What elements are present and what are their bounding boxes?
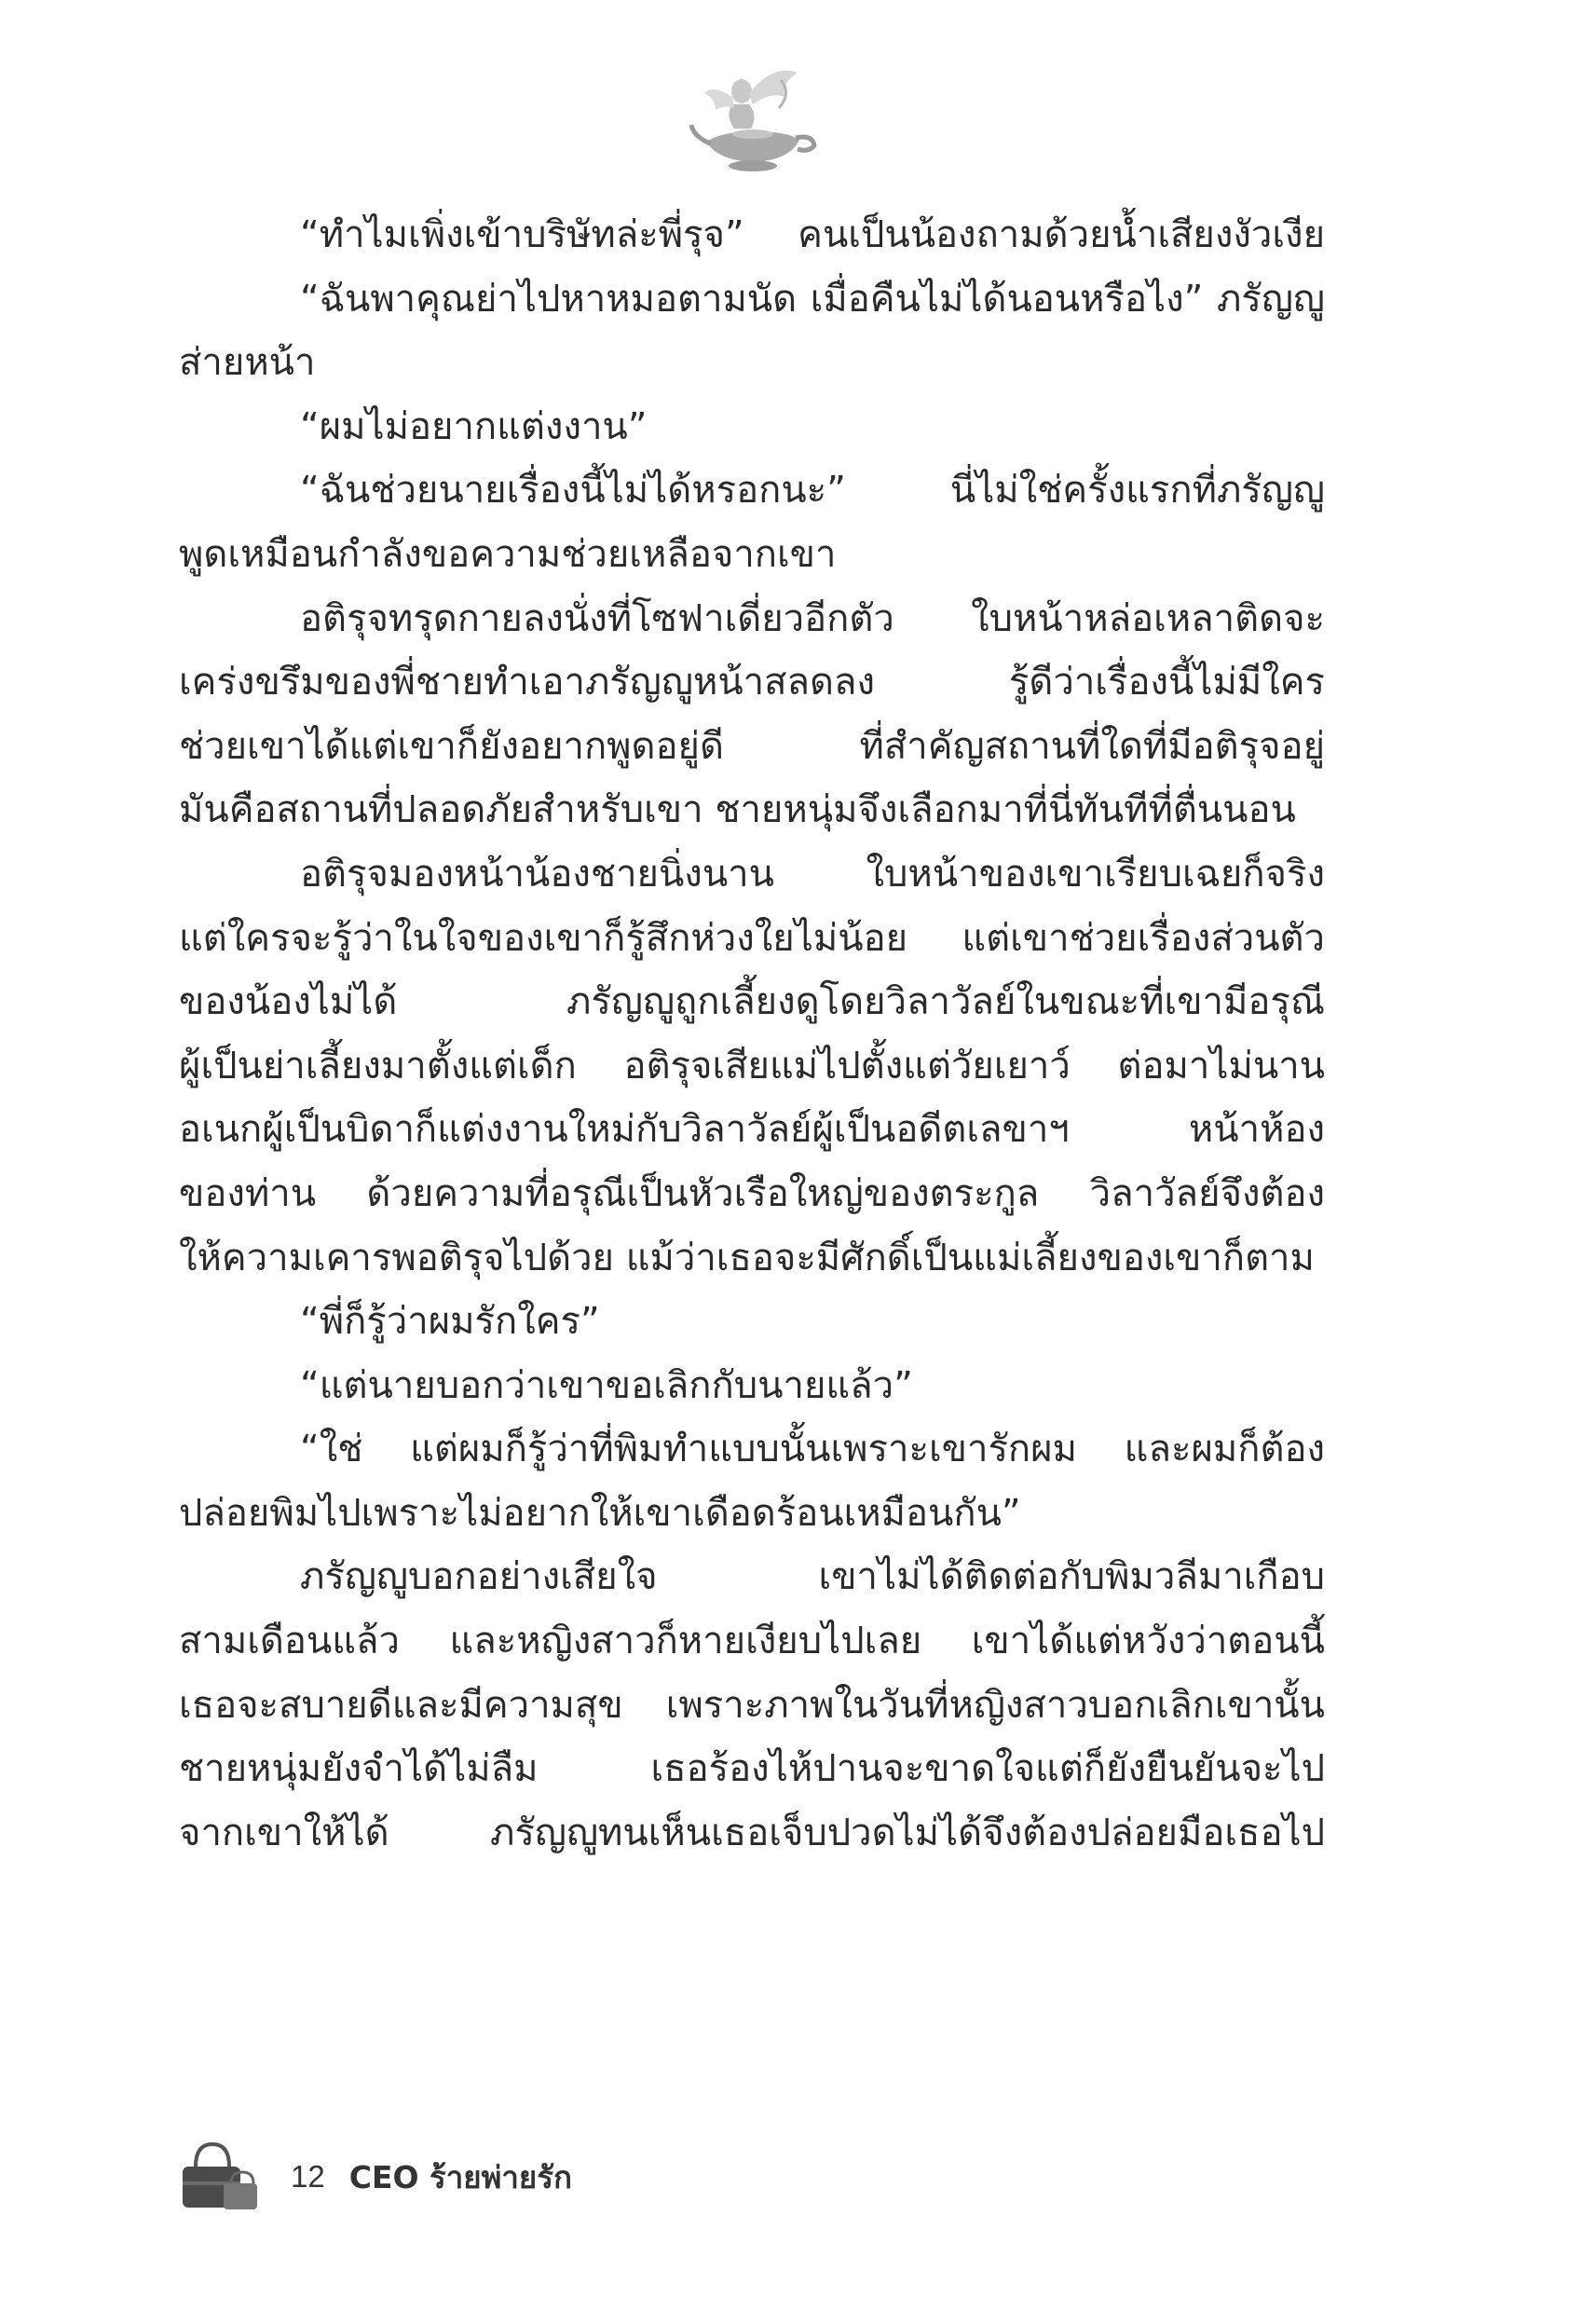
text-line: เธอจะสบายดีและมีความสุข เพราะภาพในวันที่หญิงสาวบอกเลิกเขานั้น: [179, 1683, 1325, 1727]
text-line: ของท่าน ด้วยความที่อรุณีเป็นหัวเรือใหญ่ของตระกูล วิลาวัลย์จึงต้อง: [179, 1171, 1325, 1215]
text-line: มันคือสถานที่ปลอดภัยสำหรับเขา ชายหนุ่มจึงเลือกมาที่นี่ทันทีที่ตื่นนอน: [179, 788, 1296, 832]
cupid-teapot-ornament-icon: [688, 56, 818, 186]
text-line: จากเขาให้ได้ ภรัญญูทนเห็นเธอเจ็บปวดไม่ได้จึงต้องปล่อยมือเธอไป: [179, 1811, 1325, 1854]
text-line: “พี่ก็รู้ว่าผมรักใคร”: [300, 1300, 600, 1344]
text-line: แต่ใครจะรู้ว่าในใจของเขาก็รู้สึกห่วงใยไม่น้อย แต่เขาช่วยเรื่องส่วนตัว: [179, 916, 1325, 960]
text-line: “ผมไม่อยากแต่งงาน”: [300, 404, 648, 448]
text-line: ให้ความเคารพอติรุจไปด้วย แม้ว่าเธอจะมีศักดิ์เป็นแม่เลี้ยงของเขาก็ตาม: [179, 1236, 1315, 1279]
text-line: ปล่อยพิมไปเพราะไม่อยากให้เขาเดือดร้อนเหมือนกัน”: [179, 1491, 1021, 1535]
body-text: [179, 203, 1325, 1865]
text-line: ชายหนุ่มยังจำได้ไม่ลืม เธอร้องไห้ปานจะขาดใจแต่ก็ยังยืนยันจะไป: [179, 1747, 1325, 1791]
handbag-icon: [179, 2140, 259, 2213]
text-line: ภรัญญูบอกอย่างเสียใจ เขาไม่ได้ติดต่อกับพิมวลีมาเกือบ: [300, 1555, 1325, 1599]
text-line: “ฉันช่วยนายเรื่องนี้ไม่ได้หรอกนะ” นี่ไม่ใช่ครั้งแรกที่ภรัญญู: [300, 469, 1325, 513]
page-footer: [179, 2149, 572, 2205]
text-line: ของน้องไม่ได้ ภรัญญูถูกเลี้ยงดูโดยวิลาวัลย์ในขณะที่เขามีอรุณี: [179, 980, 1325, 1024]
text-line: พูดเหมือนกำลังขอความช่วยเหลือจากเขา: [179, 532, 837, 576]
text-line: “ฉันพาคุณย่าไปหาหมอตามนัด เมื่อคืนไม่ได้นอนหรือไง” ภรัญญู: [300, 277, 1325, 321]
text-line: “ทำไมเพิ่งเข้าบริษัทล่ะพี่รุจ” คนเป็นน้องถามด้วยน้ำเสียงงัวเงีย: [300, 213, 1325, 256]
book-title: CEO ร้ายพ่ายรัก: [348, 2158, 572, 2195]
text-line: เคร่งขรึมของพี่ชายทำเอาภรัญญูหน้าสลดลง รู้ดีว่าเรื่องนี้ไม่มีใคร: [179, 661, 1325, 704]
text-line: ส่ายหน้า: [179, 341, 316, 385]
text-line: สามเดือนแล้ว และหญิงสาวก็หายเงียบไปเลย เขาได้แต่หวังว่าตอนนี้: [179, 1620, 1325, 1663]
text-line: “แต่นายบอกว่าเขาขอเลิกกับนายแล้ว”: [300, 1363, 913, 1407]
text-line: อติรุจทรุดกายลงนั่งที่โซฟาเดี่ยวอีกตัว ใบหน้าหล่อเหลาติดจะ: [300, 596, 1325, 640]
text-line: อติรุจมองหน้าน้องชายนิ่งนาน ใบหน้าของเขาเรียบเฉยก็จริง: [300, 852, 1325, 896]
text-line: ผู้เป็นย่าเลี้ยงมาตั้งแต่เด็ก อติรุจเสียแม่ไปตั้งแต่วัยเยาว์ ต่อมาไม่นาน: [179, 1044, 1325, 1087]
page-number: 12: [291, 2159, 325, 2194]
text-line: “ใช่ แต่ผมก็รู้ว่าที่พิมทำแบบนั้นเพราะเขารักผม และผมก็ต้อง: [300, 1428, 1325, 1471]
text-line: อเนกผู้เป็นบิดาก็แต่งงานใหม่กับวิลาวัลย์ผู้เป็นอดีตเลขาฯ หน้าห้อง: [179, 1108, 1325, 1152]
text-line: ช่วยเขาได้แต่เขาก็ยังอยากพูดอยู่ดี ที่สำคัญสถานที่ใดที่มีอติรุจอยู่: [179, 724, 1325, 768]
